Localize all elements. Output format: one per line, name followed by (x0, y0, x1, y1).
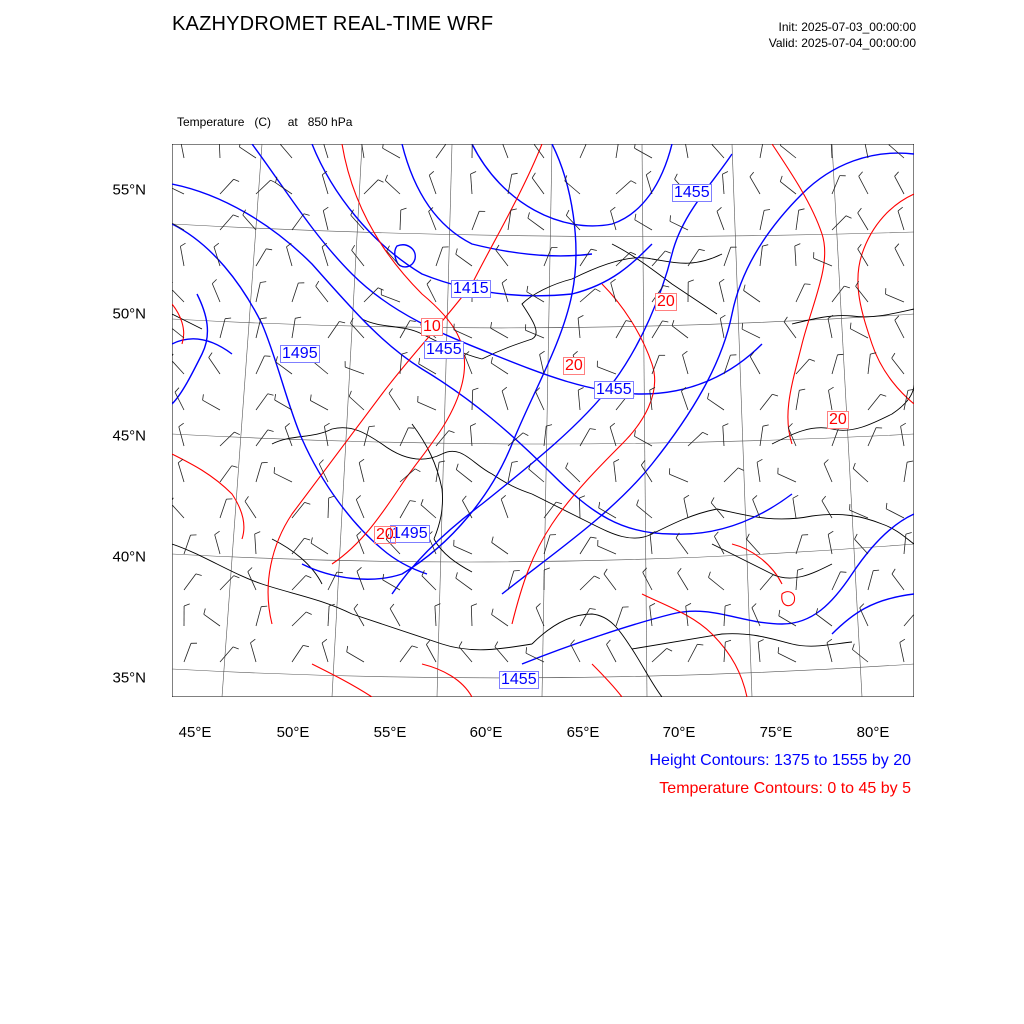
height-label-1495-south: 1495 (392, 525, 428, 542)
lon-label-55: 55°E (373, 724, 407, 741)
init-time: Init: 2025-07-03_00:00:00 (778, 20, 916, 34)
lat-label-35: 35°N (112, 669, 146, 687)
variable-temperature: Temperature (C) at 850 hPa (177, 115, 353, 129)
wind-barb-flag (670, 215, 671, 221)
wind-barb-flag (274, 467, 275, 473)
height-label-1455-bottom: 1455 (501, 671, 537, 688)
wind-barb-flag (840, 572, 846, 573)
map-canvas (172, 144, 914, 697)
lat-label-55: 55°N (112, 181, 146, 199)
temp-label-20-south: 20 (376, 526, 394, 543)
height-label-1455-east: 1455 (596, 381, 632, 398)
wind-barb-flag (742, 323, 743, 329)
lat-label-50: 50°N (112, 305, 146, 323)
lon-label-70: 70°E (662, 724, 696, 741)
lat-label-40: 40°N (112, 548, 146, 566)
height-label-1495-west: 1495 (282, 345, 318, 362)
height-label-1415: 1415 (453, 280, 489, 297)
temp-label-10: 10 (423, 318, 441, 335)
lon-label-50: 50°E (276, 724, 310, 741)
temp-label-20-north: 20 (657, 293, 675, 310)
valid-time: Valid: 2025-07-04_00:00:00 (768, 36, 916, 50)
lon-label-80: 80°E (856, 724, 890, 741)
wind-barb-flag (838, 354, 844, 355)
temperature-contour-legend: Temperature Contours: 0 to 45 by 5 (659, 780, 911, 797)
height-label-1455-top: 1455 (674, 184, 710, 201)
lon-label-45: 45°E (178, 724, 212, 741)
temp-label-20-center: 20 (565, 357, 583, 374)
map-title: KAZHYDROMET REAL-TIME WRF (172, 13, 494, 35)
lat-label-45: 45°N (112, 427, 146, 445)
temp-label-20-east: 20 (829, 411, 847, 428)
lon-label-75: 75°E (759, 724, 793, 741)
height-contour-legend: Height Contours: 1375 to 1555 by 20 (649, 752, 911, 769)
run-times (769, 19, 916, 51)
wind-barb-flag (805, 284, 811, 285)
weather-map (172, 144, 914, 697)
lon-label-60: 60°E (469, 724, 503, 741)
lon-label-65: 65°E (566, 724, 600, 741)
map-frame (172, 144, 914, 697)
height-label-1455-mid: 1455 (426, 341, 462, 358)
